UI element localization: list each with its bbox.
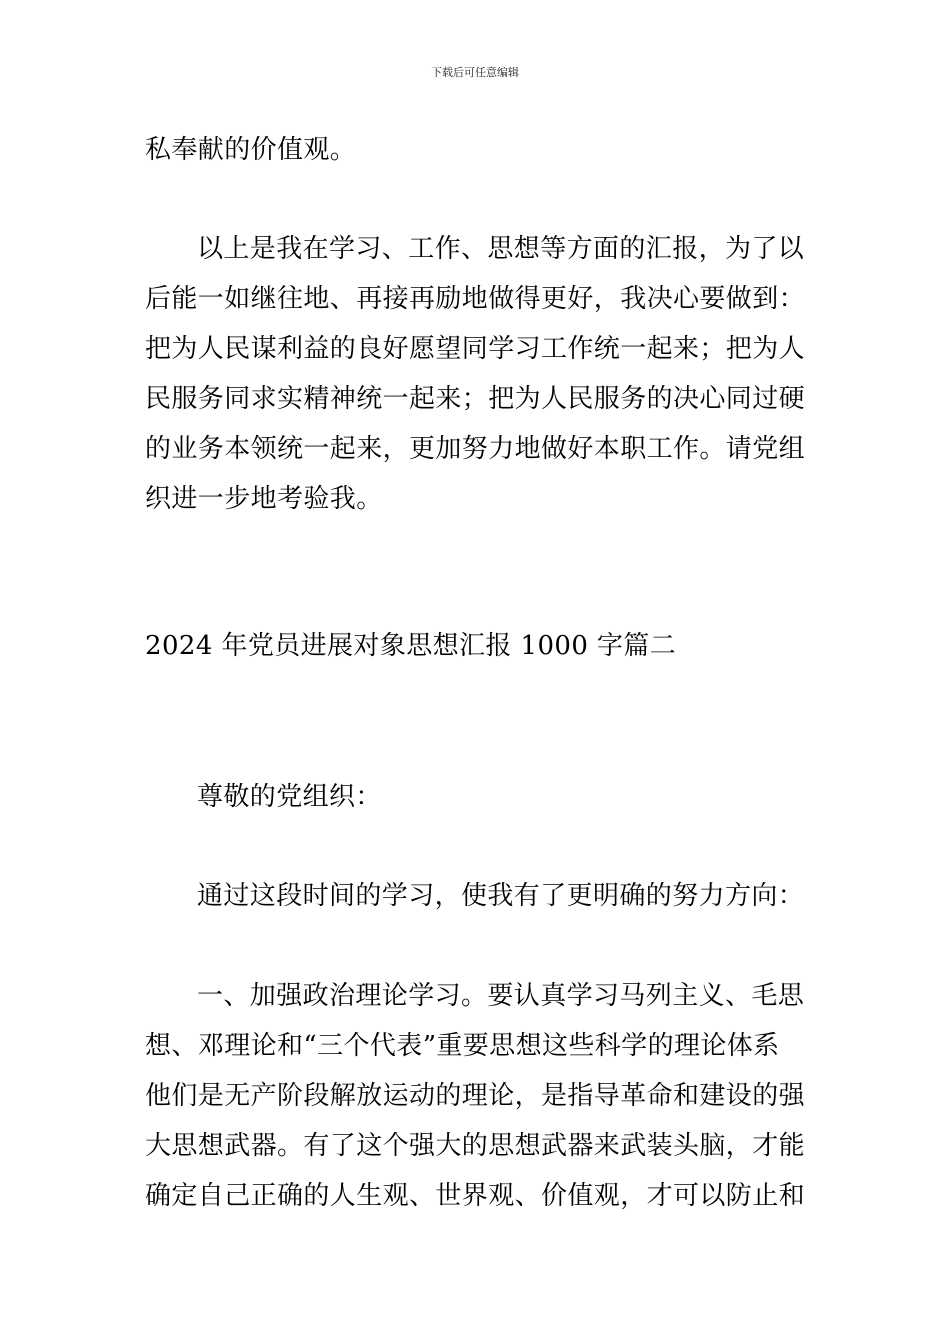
text-line: 确定自己正确的人生观、世界观、价值观，才可以防止和 xyxy=(145,1181,806,1211)
page-header: 下载后可任意编辑 xyxy=(431,66,519,79)
text-line: 想、邓理论和“三个代表”重要思想这些科学的理论体系 xyxy=(145,1031,780,1061)
section-title: 2024 年党员进展对象思想汇报 1000 字篇二 xyxy=(145,631,677,661)
text-line: 他们是无产阶段解放运动的理论，是指导革命和建设的强 xyxy=(145,1081,806,1111)
text-line: 的业务本领统一起来，更加努力地做好本职工作。请党组 xyxy=(145,434,806,464)
text-line: 私奉献的价值观。 xyxy=(145,135,357,165)
salutation: 尊敬的党组织： xyxy=(197,782,382,812)
text-line: 大思想武器。有了这个强大的思想武器来武装头脑，才能 xyxy=(145,1131,806,1161)
text-line: 把为人民谋利益的良好愿望同学习工作统一起来；把为人 xyxy=(145,334,806,364)
paragraph-first-line: 一、加强政治理论学习。要认真学习马列主义、毛思 xyxy=(197,981,805,1011)
text-line: 民服务同求实精神统一起来；把为人民服务的决心同过硬 xyxy=(145,384,806,414)
text-line: 后能一如继往地、再接再励地做得更好，我决心要做到： xyxy=(145,284,806,314)
paragraph-first-line: 通过这段时间的学习，使我有了更明确的努力方向： xyxy=(197,881,805,911)
paragraph-first-line: 以上是我在学习、工作、思想等方面的汇报，为了以 xyxy=(197,234,805,264)
text-line: 织进一步地考验我。 xyxy=(145,484,383,514)
